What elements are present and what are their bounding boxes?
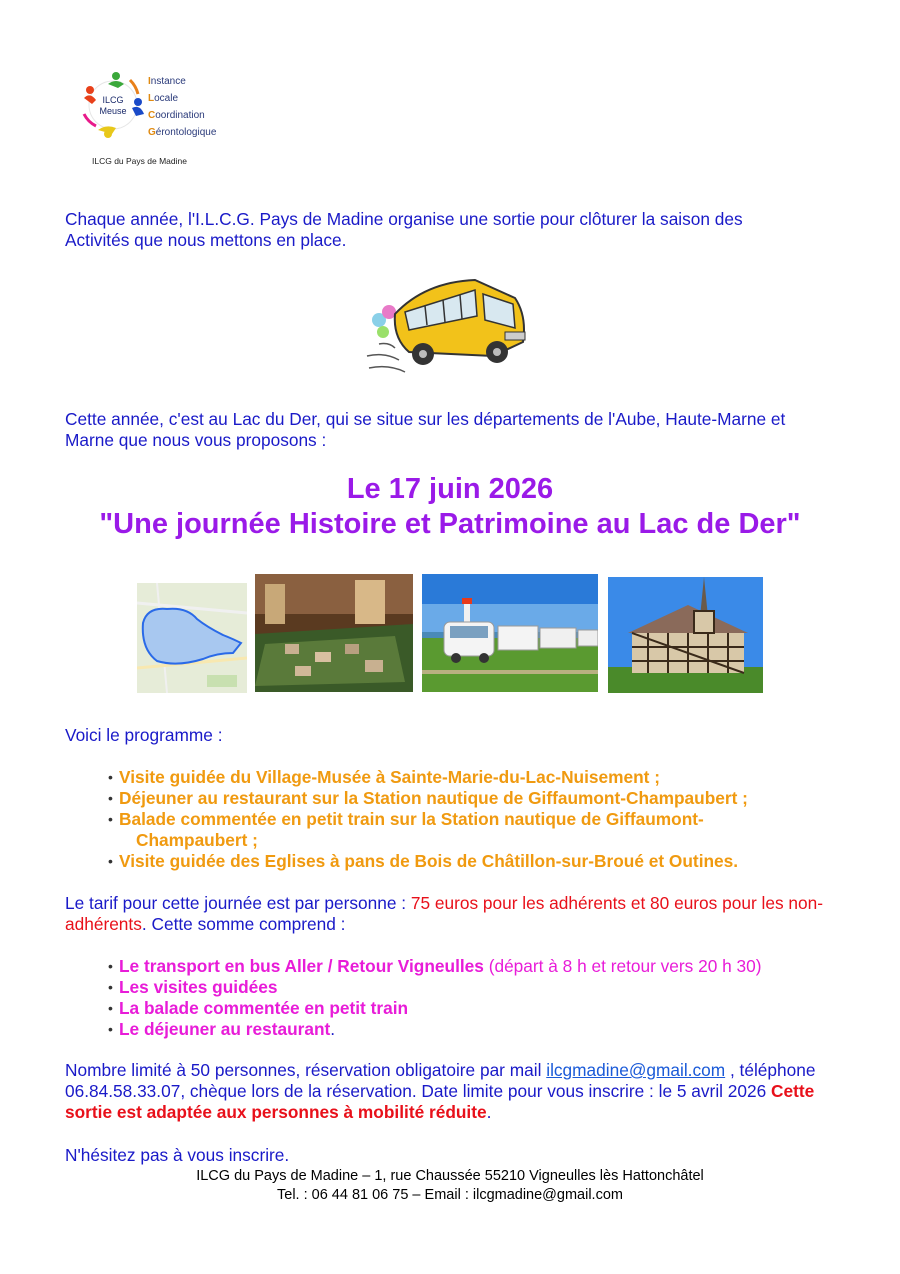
includes-list: [108, 956, 828, 1040]
lake-map-image: [137, 583, 247, 693]
village-museum-image: [255, 574, 413, 692]
location-paragraph: Cette année, c'est au Lac du Der, qui se situe sur les départements de l'Aube, Haute-Marne et Marne que nous vous proposons :: [65, 409, 786, 450]
wooden-church-image: [608, 577, 763, 693]
event-title: "Une journée Histoire et Patrimoine au Lac de Der": [99, 508, 801, 540]
logo-word-locale: Locale: [148, 93, 179, 104]
program-item-lunch: • Déjeuner au restaurant sur la Station nautique de Giffaumont-Champaubert ;: [108, 788, 828, 809]
logo-people-icon: [78, 70, 148, 140]
include-item-lunch: • Le déjeuner au restaurant.: [108, 1019, 828, 1040]
logo: [78, 70, 238, 145]
bus-icon: [365, 272, 535, 382]
footer-address: ILCG du Pays de Madine – 1, rue Chaussée 55210 Vigneulles lès Hattonchâtel: [196, 1168, 704, 1184]
intro-paragraph: Chaque année, l'I.L.C.G. Pays de Madine organise une sortie pour clôturer la saison des Activités que nous mettons en place.: [65, 209, 743, 250]
program-list: [108, 767, 828, 872]
booking-paragraph: [65, 1060, 825, 1123]
booking-middle: , téléphone 06.84.58.33.07, chèque lors de la réservation. Date limite pour vous inscrire : le 5 avril 2026: [65, 1060, 816, 1101]
logo-wordmark: [148, 73, 216, 141]
include-item-bus: • Le transport en bus Aller / Retour Vigneulles (départ à 8 h et retour vers 20 h 30): [108, 956, 828, 977]
program-item-train-ride: • Balade commentée en petit train sur la Station nautique de Giffaumont-: [108, 809, 828, 830]
booking-accessibility-note: Cette sortie est adaptée aux personnes à mobilité réduite: [65, 1081, 815, 1122]
svg-text:ILCG: ILCG: [102, 95, 124, 105]
program-heading: Voici le programme :: [65, 725, 223, 745]
logo-word-coordination: Coordination: [148, 110, 205, 121]
pricing-paragraph: [65, 893, 833, 935]
logo-word-instance: Instance: [148, 76, 186, 87]
closing-line: N'hésitez pas à vous inscrire.: [65, 1145, 290, 1165]
booking-email-link[interactable]: ilcgmadine@gmail.com: [546, 1060, 726, 1080]
program-item-village-museum: • Visite guidée du Village-Musée à Sainte-Marie-du-Lac-Nuisement ;: [108, 767, 828, 788]
footer-contact: Tel. : 06 44 81 06 75 – Email : ilcgmadine@gmail.com: [277, 1187, 623, 1203]
pricing-suffix: . Cette somme comprend :: [141, 914, 346, 934]
include-item-visits: • Les visites guidées: [108, 977, 828, 998]
event-date: Le 17 juin 2026: [346, 473, 554, 505]
program-item-churches: • Visite guidée des Eglises à pans de Bois de Châtillon-sur-Broué et Outines.: [108, 851, 828, 872]
pricing-prefix: Le tarif pour cette journée est par personne :: [65, 893, 411, 913]
petit-train-image: [422, 574, 598, 692]
program-item-train-ride-cont: Champaubert ;: [136, 830, 258, 850]
logo-caption: ILCG du Pays de Madine: [92, 156, 187, 166]
pricing-amount: 75 euros pour les adhérents et 80 euros pour les non-adhérents: [65, 893, 823, 934]
booking-end: .: [486, 1102, 492, 1122]
logo-word-gerontologique: Gérontologique: [148, 127, 217, 138]
booking-prefix: Nombre limité à 50 personnes, réservation obligatoire par mail: [65, 1060, 547, 1080]
include-item-train: • La balade commentée en petit train: [108, 998, 828, 1019]
svg-text:Meuse: Meuse: [99, 106, 127, 116]
